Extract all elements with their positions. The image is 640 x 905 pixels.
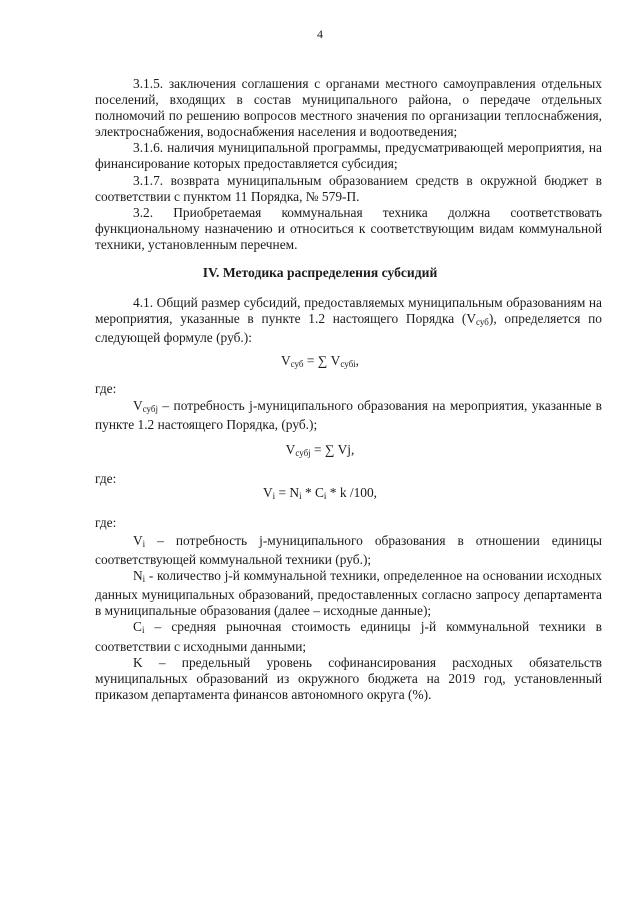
formula-municipal-need: $V_{субj}$ = ∑ Vj,: [285, 442, 355, 458]
symbol-subscript: суб: [476, 317, 489, 328]
where-label: где:: [95, 381, 117, 396]
where-label: где:: [95, 471, 117, 486]
formula-unit-need: $V_i = N_i * C_i * k$ /100,: [262, 485, 378, 501]
formula-total-subsidy: $V_{суб}$ = ∑ $V_{субi}$,: [280, 353, 360, 369]
definition-ni: $N_i$ - количество j-й коммунальной техники, определенное на основании исходных данных муниципальных образований, предоставленных согласно запросу департамента в муниципальные образования (далее – исходные данные);: [95, 568, 602, 619]
paragraph-4-1-text-end: ), определяется по следующей формуле (руб.):: [95, 311, 602, 346]
definitions-list: [95, 533, 602, 703]
section-heading: IV. Методика распределения субсидий: [202, 265, 438, 280]
section-iii-continuation: [95, 76, 602, 253]
paragraph-3-1-5: 3.1.5. заключения соглашения с органами местного самоуправления отдельных поселений, входящих в состав муниципального района, о передаче отдельных полномочий по решению вопросов местного значения по организации теплоснабжения, электроснабжения, водоснабжения населения и водоотведения;: [95, 76, 602, 140]
definition-k: K – предельный уровень софинансирования расходных обязательств муниципальных образований из окружного бюджета на 2019 год, установленный приказом департамента финансов автономного округа (%).: [95, 654, 602, 702]
paragraph-4-1: [95, 295, 602, 346]
where-label: где:: [95, 515, 117, 530]
paragraph-3-1-6: 3.1.6. наличия муниципальной программы, предусматривающей мероприятия, на финансирование которых предоставляется субсидия;: [95, 140, 602, 172]
page-number: 4: [317, 27, 323, 41]
paragraph-4-1-text-start: 4.1. Общий размер субсидий, предоставляемых муниципальным образованиям на мероприятия, указанные в пункте 1.2 настоящего Порядка (V: [95, 295, 602, 327]
definition-vsubj: $V_{субj}$ – потребность j-муниципального образования на мероприятия, указанные в пункте 1.2 настоящего Порядка, (руб.);: [95, 398, 602, 433]
paragraph-3-2: 3.2. Приобретаемая коммунальная техника должна соответствовать функциональному назначению и относиться к соответствующим видам коммунальной техники, установленным перечнем.: [95, 204, 602, 252]
paragraph-3-1-7: 3.1.7. возврата муниципальным образованием средств в окружной бюджет в соответствии с пунктом 11 Порядка, № 579-П.: [95, 172, 602, 204]
definition-vi: $V_i$ – потребность j-муниципального образования в отношении единицы соответствующей коммунальной техники (руб.);: [95, 533, 602, 568]
definition-ci: $C_i$ – средняя рыночная стоимость единицы j-й коммунальной техники в соответствии с исходными данными;: [95, 619, 602, 654]
